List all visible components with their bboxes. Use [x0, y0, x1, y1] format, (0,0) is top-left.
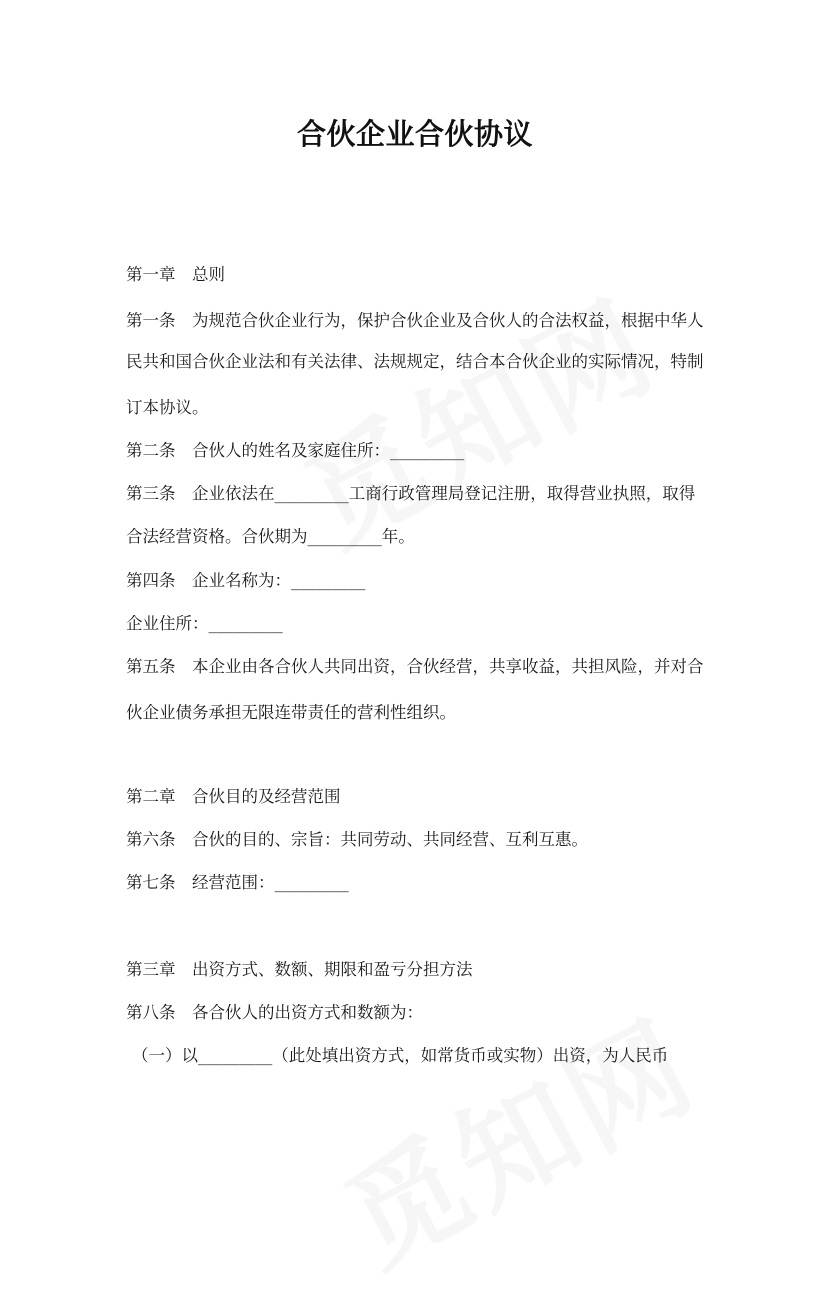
article-text: 合法经营资格。合伙期为_________年。	[126, 527, 415, 546]
article-text: （一）以_________（此处填出资方式，如常货币或实物）出资，为人民币	[132, 1046, 669, 1065]
document-title: 合伙企业合伙协议	[296, 117, 533, 151]
chapter-heading: 第二章 合伙目的及经营范围	[126, 787, 341, 806]
article-text: 伙企业债务承担无限连带责任的营利性组织。	[126, 703, 456, 722]
article-text: 第五条 本企业由各合伙人共同出资，合伙经营，共享收益，共担风险，并对合	[126, 657, 704, 676]
article-text: 第三条 企业依法在_________工商行政管理局登记注册，取得营业执照，取得	[126, 484, 696, 503]
article-text: 民共和国合伙企业法和有关法律、法规规定，结合本合伙企业的实际情况，特制	[126, 352, 704, 371]
article-text: 第八条 各合伙人的出资方式和数额为：	[126, 1003, 423, 1022]
article-text: 第四条 企业名称为：_________	[126, 571, 366, 590]
chapter-heading: 第三章 出资方式、数额、期限和盈亏分担方法	[126, 960, 473, 979]
article-text: 第七条 经营范围：_________	[126, 873, 349, 892]
article-text: 第二条 合伙人的姓名及家庭住所：_________	[126, 441, 465, 460]
article-text: 订本协议。	[126, 398, 209, 417]
article-text: 第六条 合伙的目的、宗旨：共同劳动、共同经营、互利互惠。	[126, 830, 588, 849]
chapter-heading: 第一章 总则	[126, 265, 225, 284]
article-text: 企业住所：_________	[126, 614, 283, 633]
article-text: 第一条 为规范合伙企业行为，保护合伙企业及合伙人的合法权益，根据中华人	[126, 311, 704, 330]
